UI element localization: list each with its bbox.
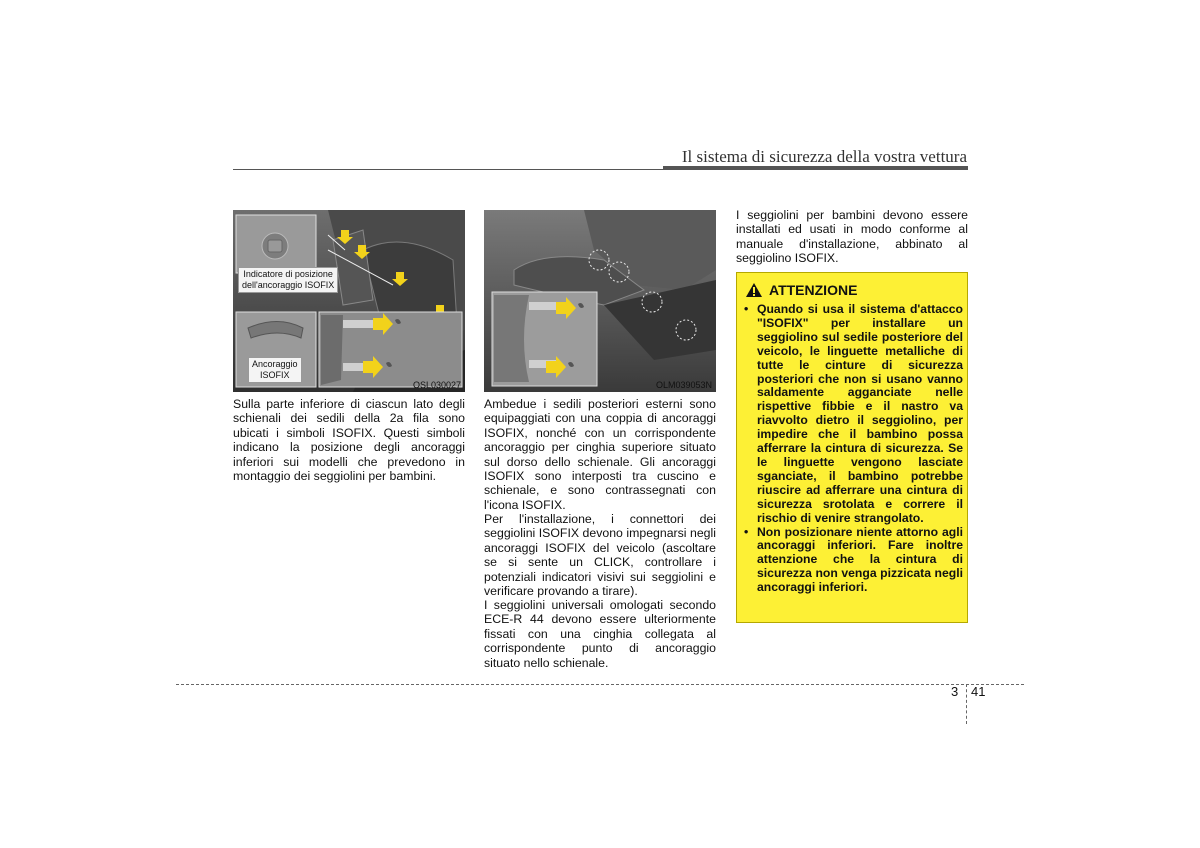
footer-divider <box>966 684 967 724</box>
isofix-indicator-callout <box>238 267 338 293</box>
header-rule <box>233 169 663 170</box>
body-paragraph: I seggiolini per bambini devono essere installati ed usati in modo conforme al manuale d'installazione, abbinato al seggiolino ISOFIX. <box>736 208 968 266</box>
callout-line: Indicatore di posizione <box>243 269 333 279</box>
warning-item: • Quando si usa il sistema d'attacco "ISOFIX" per installare un seggiolino sul sedile posteriore del veicolo, le linguette metalliche di tutte le cinture di sicurezza posteriori che non si usano vanno saldamente agganciate nelle rispettive fibbie e il nastro va riavvolto dietro il seggiolino, per impedire che il bambino possa afferrare la cintura di sicurezza. Se le linguette vengono lasciate sganciate, il bambino potrebbe riuscire ad afferrare una cintura di sicurezza srotolata e correre il rischio di venire strangolato. <box>741 303 963 526</box>
callout-line: ISOFIX <box>260 370 290 380</box>
figure-illustration <box>484 210 716 392</box>
header-rule-thick <box>663 166 968 170</box>
warning-box <box>736 272 968 623</box>
callout-line: dell'ancoraggio ISOFIX <box>242 280 335 290</box>
warning-icon <box>745 282 763 298</box>
warning-list <box>741 303 963 595</box>
figure-code: OLM039053N <box>655 380 712 390</box>
callout-line: Ancoraggio <box>252 359 298 369</box>
body-paragraph: Per l'installazione, i connettori dei seggiolini ISOFIX devono impegnarsi negli ancoraggi ISOFIX del veicolo (ascoltare se si sente un CLICK, controllare i potenziali indicatori visivi sui seggiolini e verificare provando a tirare). <box>484 512 716 599</box>
warning-header <box>745 282 857 298</box>
footer-rule <box>176 684 1024 685</box>
body-paragraph: Ambedue i sedili posteriori esterni sono equipaggiati con una coppia di ancoraggi ISOFIX, nonché con un corrispondente ancoraggio per cinghia superiore situato sul dorso dello schienale. Gli ancoraggi ISOFIX sono interposti tra cuscino e schienale, e sono contrassegnati con l'icona ISOFIX. <box>484 397 716 512</box>
chapter-number: 3 <box>951 684 959 699</box>
body-paragraph: Sulla parte inferiore di ciascun lato degli schienali dei sedili della 2a fila sono ubicati i simboli ISOFIX. Questi simboli indicano la posizione degli ancoraggi inferiori sui modelli che prevedono in montaggio dei seggiolini per bambini. <box>233 397 465 484</box>
figure-code: OSL030027 <box>412 380 461 390</box>
figure-isofix-indicator <box>233 210 465 392</box>
body-paragraph: I seggiolini universali omologati secondo ECE-R 44 devono essere ulteriormente fissati con una cinghia collegata al corrispondente punto di ancoraggio situato nello schienale. <box>484 598 716 670</box>
warning-title: ATTENZIONE <box>769 282 858 298</box>
figure-isofix-anchors <box>484 210 716 392</box>
isofix-anchor-callout <box>248 357 302 383</box>
warning-item: • Non posizionare niente attorno agli ancoraggi inferiori. Fare inoltre attenzione che la cintura di sicurezza non venga pizzicata negli ancoraggi inferiori. <box>741 526 963 596</box>
section-title: Il sistema di sicurezza della vostra vettura <box>681 147 967 166</box>
page-number: 41 <box>971 684 986 699</box>
